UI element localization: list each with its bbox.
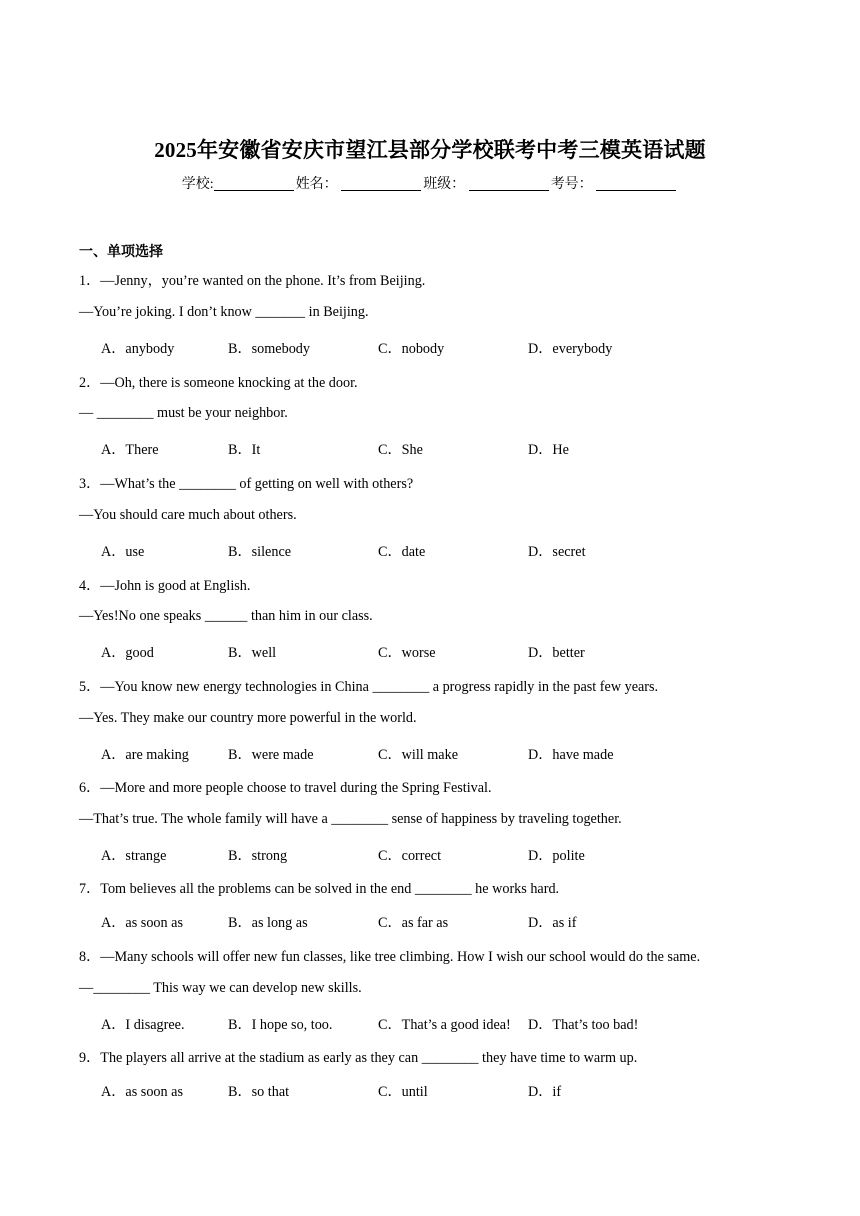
section-title: 一、单项选择 xyxy=(79,244,163,260)
school-label: 学校: xyxy=(181,177,214,192)
question-1-line-1: 1．—Jenny，you’re wanted on the phone. It’s from Beijing. xyxy=(79,273,426,289)
option-b[interactable]: B．as long as xyxy=(228,915,308,931)
number-label: 考号： xyxy=(550,177,593,192)
option-c[interactable]: C．until xyxy=(378,1084,428,1100)
question-2-line-1: 2．—Oh, there is someone knocking at the door. xyxy=(79,375,358,391)
option-b[interactable]: B．so that xyxy=(228,1084,290,1100)
option-c[interactable]: C．correct xyxy=(378,848,442,864)
question-7-line-1: 7．Tom believes all the problems can be solved in the end ________ he works hard. xyxy=(79,881,560,897)
question-9-options xyxy=(101,1081,801,1101)
question-6-options xyxy=(101,845,801,865)
question-8-line-2: —________ This way we can develop new skills. xyxy=(79,980,362,996)
option-d[interactable]: D．if xyxy=(528,1084,562,1100)
option-d[interactable]: D．polite xyxy=(528,848,585,864)
option-d[interactable]: D．everybody xyxy=(528,341,613,357)
question-1-line-2: —You’re joking. I don’t know _______ in Beijing. xyxy=(79,304,369,320)
option-b[interactable]: B．were made xyxy=(228,747,314,763)
question-2-line-2: — ________ must be your neighbor. xyxy=(79,405,288,421)
question-7-options xyxy=(101,912,801,932)
option-b[interactable]: B．well xyxy=(228,645,277,661)
option-a[interactable]: A．as soon as xyxy=(101,1084,183,1100)
question-8-options xyxy=(101,1014,801,1034)
question-5-line-1: 5．—You know new energy technologies in China ________ a progress rapidly in the past few years. xyxy=(79,679,659,695)
option-d[interactable]: D．That’s too bad! xyxy=(528,1017,639,1033)
question-5-options xyxy=(101,744,801,764)
option-a[interactable]: A．strange xyxy=(101,848,167,864)
option-d[interactable]: D．as if xyxy=(528,915,577,931)
option-b[interactable]: B．strong xyxy=(228,848,288,864)
option-c[interactable]: C．will make xyxy=(378,747,458,763)
class-label: 班级： xyxy=(423,177,466,192)
question-4-line-1: 4．—John is good at English. xyxy=(79,578,251,594)
school-blank[interactable] xyxy=(214,176,294,191)
option-a[interactable]: A．as soon as xyxy=(101,915,183,931)
option-c[interactable]: C．nobody xyxy=(378,341,445,357)
option-d[interactable]: D．He xyxy=(528,442,569,458)
class-blank[interactable] xyxy=(469,176,549,191)
option-a[interactable]: A．use xyxy=(101,544,145,560)
option-b[interactable]: B．It xyxy=(228,442,261,458)
option-b[interactable]: B．silence xyxy=(228,544,292,560)
name-blank[interactable] xyxy=(341,176,421,191)
option-b[interactable]: B．I hope so, too. xyxy=(228,1017,333,1033)
question-6-line-2: —That’s true. The whole family will have a ________ sense of happiness by traveling together. xyxy=(79,811,622,827)
option-c[interactable]: C．worse xyxy=(378,645,436,661)
question-1-options xyxy=(101,338,801,358)
question-2-options xyxy=(101,439,801,459)
option-d[interactable]: D．have made xyxy=(528,747,614,763)
question-8-line-1: 8．—Many schools will offer new fun classes, like tree climbing. How I wish our school would do the same. xyxy=(79,949,701,965)
option-a[interactable]: A．There xyxy=(101,442,159,458)
question-3-line-1: 3．—What’s the ________ of getting on well with others? xyxy=(79,476,414,492)
option-a[interactable]: A．anybody xyxy=(101,341,175,357)
student-info-line xyxy=(0,173,860,193)
exam-title: 2025年安徽省安庆市望江县部分学校联考中考三模英语试题 xyxy=(154,138,706,162)
question-4-line-2: —Yes!No one speaks ______ than him in our class. xyxy=(79,608,373,624)
question-4-options xyxy=(101,642,801,662)
name-label: 姓名： xyxy=(295,177,338,192)
option-b[interactable]: B．somebody xyxy=(228,341,310,357)
question-9-line-1: 9．The players all arrive at the stadium as early as they can ________ they have time to warm up. xyxy=(79,1050,638,1066)
option-a[interactable]: A．I disagree. xyxy=(101,1017,185,1033)
option-a[interactable]: A．good xyxy=(101,645,154,661)
question-6-line-1: 6．—More and more people choose to travel during the Spring Festival. xyxy=(79,780,492,796)
question-3-line-2: —You should care much about others. xyxy=(79,507,297,523)
option-c[interactable]: C．That’s a good idea! xyxy=(378,1017,511,1033)
question-5-line-2: —Yes. They make our country more powerful in the world. xyxy=(79,710,417,726)
question-3-options xyxy=(101,541,801,561)
option-c[interactable]: C．as far as xyxy=(378,915,449,931)
number-blank[interactable] xyxy=(596,176,676,191)
option-a[interactable]: A．are making xyxy=(101,747,189,763)
option-d[interactable]: D．secret xyxy=(528,544,586,560)
option-c[interactable]: C．date xyxy=(378,544,426,560)
option-d[interactable]: D．better xyxy=(528,645,585,661)
option-c[interactable]: C．She xyxy=(378,442,423,458)
